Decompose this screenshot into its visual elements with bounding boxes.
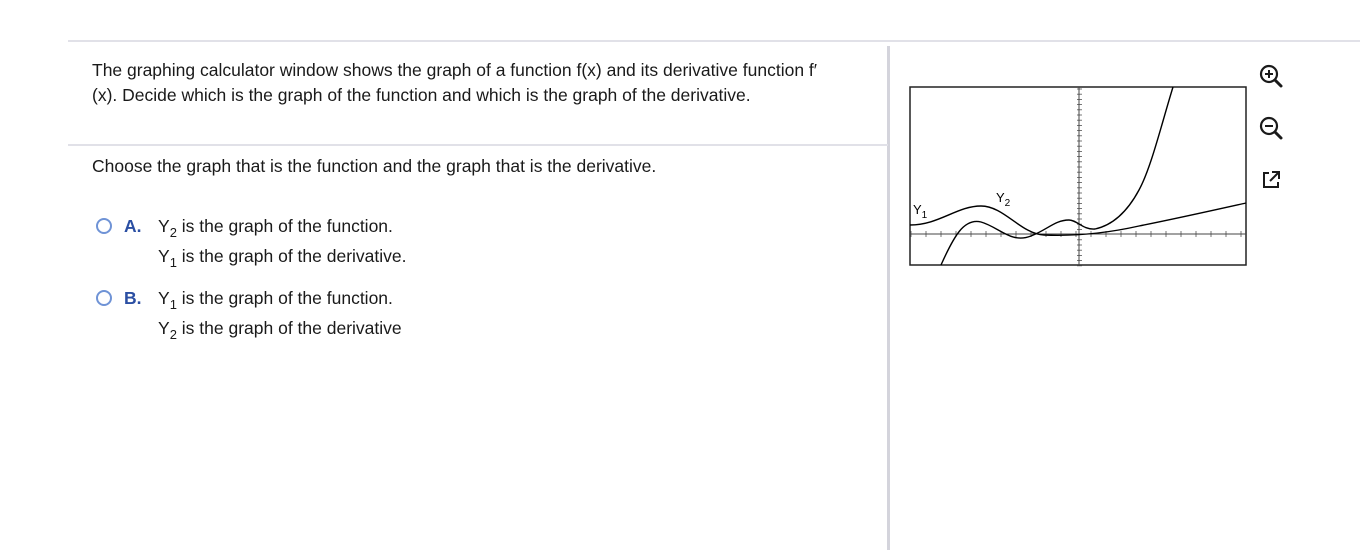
zoom-in-button[interactable]: [1256, 61, 1286, 91]
zoom-in-icon: [1258, 63, 1284, 89]
choice-a-line-2: $Y_1$ is the graph of the derivative.: [158, 246, 407, 270]
zoom-out-button[interactable]: [1256, 113, 1286, 143]
choice-letter-b: B.: [124, 288, 142, 308]
popout-button[interactable]: [1256, 165, 1286, 195]
choice-a[interactable]: [96, 211, 456, 273]
choice-b-line-1: $Y_1$ is the graph of the function.: [158, 288, 393, 312]
choice-a-line-1: $Y_2$ is the graph of the function.: [158, 216, 393, 240]
choice-letter-a: A.: [124, 216, 142, 236]
top-divider: [68, 40, 1360, 42]
y2-label: $Y_2$: [996, 190, 1011, 209]
choice-b-line-2: $Y_2$ is the graph of the derivative: [158, 318, 402, 342]
external-link-icon: [1260, 169, 1282, 191]
instruction-text: Choose the graph that is the function and the graph that is the derivative.: [92, 156, 657, 176]
y1-label: $Y_1$: [913, 202, 928, 221]
panel-divider: [887, 46, 890, 550]
choice-b[interactable]: [96, 283, 456, 345]
radio-b[interactable]: [96, 290, 112, 306]
question-text: The graphing calculator window shows the graph of a function f(x) and its derivative function f′(x). Decide which is the graph of the function and which is the graph of the derivative.: [92, 60, 818, 105]
radio-a[interactable]: [96, 218, 112, 234]
graph-frame: [910, 87, 1246, 265]
section-divider: [68, 144, 888, 146]
zoom-out-icon: [1258, 115, 1284, 141]
graph-window: [909, 86, 1249, 268]
